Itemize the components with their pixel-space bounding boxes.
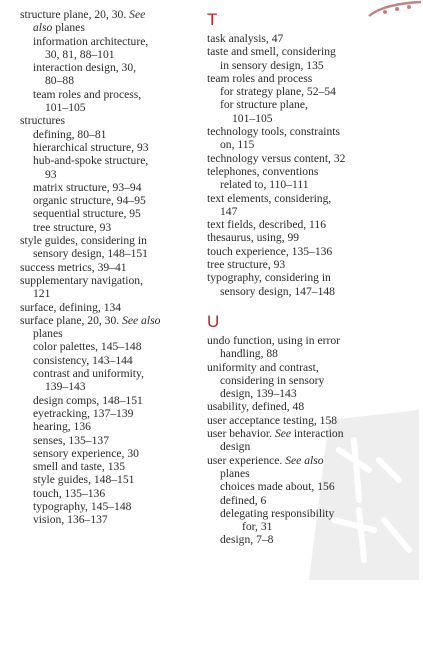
index-entry [207, 231, 412, 244]
entry-text: vision, 136–137 [33, 513, 108, 527]
entry-text: design, 139–143 [220, 387, 297, 401]
index-entry [207, 285, 412, 298]
entry-text: matrix structure, 93–94 [33, 180, 142, 194]
entry-text: technology tools, constraints [207, 125, 340, 139]
index-entry [20, 301, 190, 314]
index-entry [207, 152, 412, 165]
index-entry [207, 387, 412, 400]
index-entry [207, 361, 412, 374]
section-letter-heading: U [207, 311, 220, 331]
entry-text: team roles and process [207, 71, 313, 85]
entry-text: touch, 135–136 [33, 486, 106, 500]
index-entry [20, 234, 190, 247]
cross-reference-text: See [129, 8, 146, 21]
entry-text: 147 [220, 204, 238, 218]
entry-text: related to, 110–111 [220, 178, 309, 192]
index-entry [20, 48, 190, 61]
entry-text: thesaurus, using, 99 [207, 231, 300, 245]
entry-text: defining, 80–81 [33, 127, 107, 141]
index-entry [20, 261, 190, 274]
index-entry [20, 61, 190, 74]
index-entry [207, 112, 412, 125]
index-entry [207, 334, 412, 347]
index-entry [20, 274, 190, 287]
index-column-right [207, 8, 412, 547]
entry-text: smell and taste, 135 [33, 460, 126, 474]
index-entry [207, 245, 412, 258]
entry-text: sequential structure, 95 [33, 207, 141, 221]
index-entry [20, 327, 190, 340]
entry-text: considering in sensory [220, 373, 325, 387]
index-entry [20, 141, 190, 154]
cross-reference-text: See [274, 427, 292, 441]
entry-text: planes [52, 21, 85, 35]
entry-text: uniformity and contrast, [207, 360, 319, 374]
entry-text: hub-and-spoke structure, [33, 154, 149, 168]
index-entry [20, 473, 190, 486]
entry-text: undo function, using in error [207, 333, 340, 347]
entry-text: senses, 135–137 [33, 433, 109, 447]
index-entry [207, 72, 412, 85]
entry-text: choices made about, 156 [220, 480, 335, 494]
entry-text: interaction [291, 427, 344, 441]
cross-reference-text: also [33, 21, 53, 35]
entry-text: user acceptance testing, 158 [207, 413, 338, 427]
entry-text: success metrics, 39–41 [20, 260, 127, 274]
entry-text: 101–105 [232, 111, 273, 125]
entry-text: color palettes, 145–148 [33, 340, 142, 354]
entry-text: for, 31 [242, 520, 273, 534]
entry-text: design, 7–8 [220, 533, 274, 547]
index-entry [20, 128, 190, 141]
index-entry [207, 218, 412, 231]
index-entry [20, 21, 190, 34]
index-entry [20, 181, 190, 194]
index-entry [20, 74, 190, 87]
entry-text: taste and smell, considering [207, 45, 336, 59]
entry-text: hearing, 136 [33, 420, 91, 434]
entry-text: user experience. [207, 453, 286, 467]
index-entry [20, 354, 190, 367]
index-entry [20, 500, 190, 513]
index-entry [207, 480, 412, 493]
section-gap [207, 298, 412, 310]
index-entry [207, 205, 412, 218]
entry-text: consistency, 143–144 [33, 353, 133, 367]
entry-text: contrast and uniformity, [33, 367, 144, 381]
entry-text: style guides, 148–151 [33, 473, 135, 487]
entry-text: task analysis, 47 [207, 32, 284, 45]
index-entry [20, 8, 190, 21]
index-entry [207, 192, 412, 205]
entry-text: usability, defined, 48 [207, 400, 305, 414]
index-entry [20, 314, 190, 327]
index-entry [20, 394, 190, 407]
entry-text: in sensory design, 135 [220, 58, 324, 72]
index-entry [20, 154, 190, 167]
index-column-left [20, 8, 190, 527]
index-entry [20, 487, 190, 500]
index-entry [20, 420, 190, 433]
cross-reference-text: See also [285, 453, 324, 467]
entry-text: tree structure, 93 [33, 220, 112, 234]
index-entry [207, 165, 412, 178]
index-entry [207, 347, 412, 360]
entry-text: text fields, described, 116 [207, 218, 327, 232]
entry-text: 101–105 [45, 101, 86, 115]
entry-text: design [220, 440, 251, 454]
index-entry [20, 367, 190, 380]
entry-text: 80–88 [45, 74, 74, 88]
index-entry [20, 168, 190, 181]
index-entry [20, 194, 190, 207]
index-entry [207, 454, 412, 467]
entry-text: style guides, considering in [20, 234, 147, 248]
index-entry [20, 447, 190, 460]
entry-text: sensory design, 147–148 [220, 284, 335, 298]
index-entry [207, 494, 412, 507]
index-entry [207, 59, 412, 72]
entry-text: handling, 88 [220, 347, 278, 361]
entry-text: typography, 145–148 [33, 499, 132, 513]
index-entry [20, 513, 190, 526]
entry-text: planes [220, 466, 250, 480]
entry-text: user behavior. [207, 427, 275, 441]
index-entry [207, 125, 412, 138]
entry-text: 121 [33, 287, 51, 301]
section-letter-heading: T [207, 10, 218, 29]
index-entry [20, 460, 190, 473]
entry-text: hierarchical structure, 93 [33, 140, 149, 154]
entry-text: text elements, considering, [207, 191, 332, 205]
entry-text: for strategy plane, 52–54 [220, 85, 336, 99]
index-entry [207, 520, 412, 533]
index-entry [207, 258, 412, 271]
index-entry [20, 247, 190, 260]
index-entry [207, 374, 412, 387]
index-entry [20, 101, 190, 114]
entry-text: defined, 6 [220, 493, 267, 507]
index-entry [207, 467, 412, 480]
index-entry [207, 533, 412, 546]
entry-text: telephones, conventions [207, 164, 319, 178]
index-entry [207, 32, 412, 45]
index-entry [207, 45, 412, 58]
index-entry [207, 85, 412, 98]
index-entry [20, 407, 190, 420]
entry-text: 93 [45, 167, 57, 181]
entry-text: for structure plane, [220, 98, 308, 112]
index-entry [207, 178, 412, 191]
entry-text: organic structure, 94–95 [33, 194, 146, 208]
index-entry [20, 207, 190, 220]
entry-text: eyetracking, 137–139 [33, 406, 134, 420]
index-entry [20, 114, 190, 127]
entry-text: on, 115 [220, 138, 255, 152]
index-entry [207, 414, 412, 427]
entry-text: design comps, 148–151 [33, 393, 143, 407]
entry-text: technology versus content, 32 [207, 151, 346, 165]
entry-text: surface plane, 20, 30. [20, 313, 123, 327]
index-entry [20, 35, 190, 48]
entry-text: structures [20, 114, 66, 128]
entry-text: planes [33, 327, 63, 341]
index-entry [20, 380, 190, 393]
entry-text: sensory experience, 30 [33, 446, 139, 460]
index-entry [207, 400, 412, 413]
entry-text: sensory design, 148–151 [33, 247, 148, 261]
index-entry [20, 287, 190, 300]
entry-text: surface, defining, 134 [20, 300, 122, 314]
cross-reference-text: See also [122, 313, 161, 327]
index-entry [20, 88, 190, 101]
entry-text: 139–143 [45, 380, 86, 394]
index-entry [20, 340, 190, 353]
entry-text: structure plane, 20, 30. [20, 8, 130, 21]
entry-text: supplementary navigation, [20, 273, 143, 287]
index-entry [20, 434, 190, 447]
entry-text: delegating responsibility [220, 506, 335, 520]
index-entry [207, 138, 412, 151]
index-entry [207, 98, 412, 111]
entry-text: typography, considering in [207, 271, 331, 285]
index-entry [207, 507, 412, 520]
index-entry [207, 271, 412, 284]
index-entry [207, 427, 412, 440]
entry-text: information architecture, [33, 34, 149, 48]
entry-text: 30, 81, 88–101 [45, 47, 115, 61]
index-entry [207, 440, 412, 453]
entry-text: touch experience, 135–136 [207, 244, 333, 258]
index-entry [20, 221, 190, 234]
entry-text: tree structure, 93 [207, 258, 286, 272]
entry-text: team roles and process, [33, 87, 142, 101]
entry-text: interaction design, 30, [33, 61, 137, 75]
